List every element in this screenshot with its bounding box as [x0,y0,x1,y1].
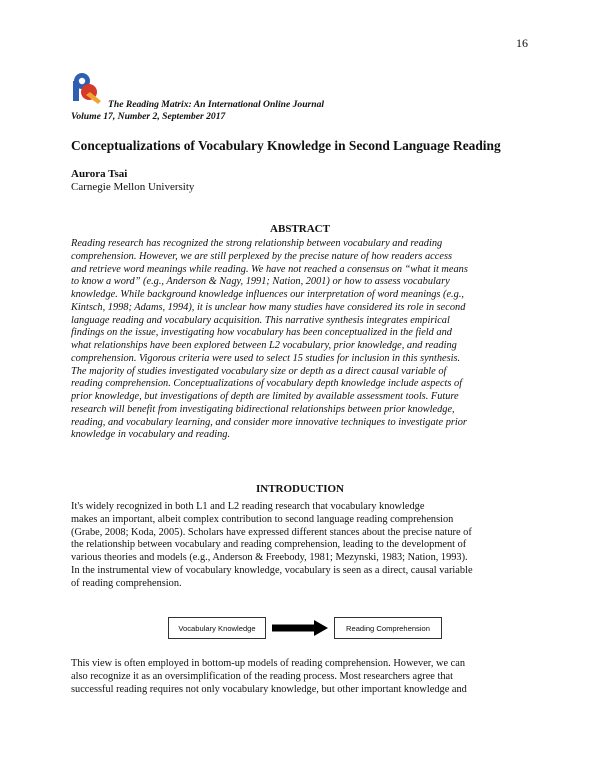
journal-name: The Reading Matrix: An International Online Journal [108,99,325,110]
rm-journal-logo-icon [68,70,104,106]
introduction-heading: INTRODUCTION [255,483,344,495]
author-affiliation: Carnegie Mellon University [71,181,195,193]
vocabulary-knowledge-box: Vocabulary Knowledge [168,617,266,639]
introduction-paragraph-1: It's widely recognized in both L1 and L2 reading research that vocabulary knowledge makes an important, albeit complex contribution to second language reading comprehension (Grabe, 2008; Koda, 2005). Scholars have expressed different stances about the precise nature of the relationship between vocabulary and reading comprehension, leading to the development of various theories and models (e.g., Anderson & Freebody, 1981; Mezynski, 1983; Nation, 1993). In the instrumental view of vocabulary knowledge, vocabulary is seen as a direct, causal variable of reading comprehension. [71,501,473,589]
introduction-paragraph-2: This view is often employed in bottom-up models of reading comprehension. However, we can also recognize it as an oversimplification of the reading process. Most researchers agree that successful reading requires not only vocabulary knowledge, but other important knowledge and [71,658,467,695]
abstract-heading: ABSTRACT [270,223,330,235]
right-arrow-icon [272,620,328,636]
journal-issue: Volume 17, Number 2, September 2017 [71,111,226,122]
paper-title: Conceptualizations of Vocabulary Knowledge in Second Language Reading [71,138,501,153]
abstract-text: Reading research has recognized the strong relationship between vocabulary and reading comprehension. However, we are still perplexed by the precise nature of how readers access and retrieve word meanings while reading. We have not reached a consensus on “what it means to know a word” (e.g., Anderson & Nagy, 1991; Nation, 2001) or how to assess vocabulary knowledge. While background knowledge influences our interpretation of word meanings (e.g., Kintsch, 1998; Adams, 1994), it is unclear how many studies have considered its role in second language reading and vocabulary acquisition. This narrative synthesis integrates empirical findings on the issue, investigating how vocabulary has been conceptualized in the field and what relationships have been explored between L2 vocabulary, prior knowledge, and reading comprehension. Vigorous criteria were used to select 15 studies for inclusion in this synthesis. The majority of studies investigated vocabulary size or depth as a direct causal variable of reading comprehension. Conceptualizations of vocabulary depth knowledge include aspects of prior knowledge, but investigations of depth are limited by available assessment tools. Future research will benefit from investigating bidirectional relationships between prior knowledge, reading, and vocabulary learning, and consider more innovative techniques to investigate prior knowledge in vocabulary and reading. [71,238,468,441]
page-number: 16 [516,36,528,50]
reading-comprehension-box: Reading Comprehension [334,617,442,639]
author-name: Aurora Tsai [71,168,128,180]
